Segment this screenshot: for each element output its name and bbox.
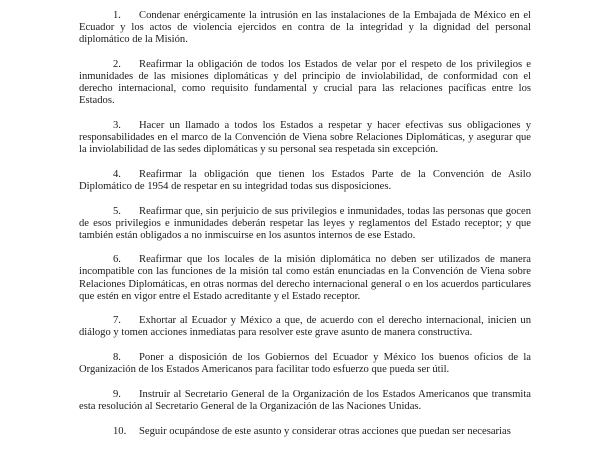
paragraph-number: 1. [113, 10, 121, 21]
paragraph-6 [79, 254, 531, 302]
paragraph-number: 4. [113, 168, 121, 180]
paragraph-text: Condenar enérgicamente la intrusión en las instalaciones de la Embajada de México en el Ecuador y los actos de violencia ejercidos en contra de la integridad y la dignidad del personal diplomático de la Misión. [79, 10, 531, 46]
paragraph-number: 6. [113, 254, 121, 266]
paragraph-text: Instruir al Secretario General de la Organización de los Estados Americanos que transmita esta resolución al Secretario General de la Organización de las Naciones Unidas. [79, 388, 531, 412]
document-page [79, 10, 531, 438]
paragraph-text: Exhortar al Ecuador y México a que, de acuerdo con el derecho internacional, inicien un diálogo y tomen acciones inmediatas para resolver este grave asunto de manera constructiva. [79, 315, 531, 339]
paragraph-number: 3. [113, 119, 121, 131]
paragraph-number: 10. [113, 425, 127, 437]
paragraph-text: Hacer un llamado a todos los Estados a respetar y hacer efectivas sus obligaciones y responsabilidades en el marco de la Convención de Viena sobre Relaciones Diplomáticas, y asegurar que la inviolabilidad de las sedes diplomáticas y su personal sea respetada sin excepción. [79, 119, 531, 156]
paragraph-text: Seguir ocupándose de este asunto y considerar otras acciones que puedan ser necesarias [139, 425, 511, 437]
paragraph-2 [79, 59, 531, 107]
paragraph-text: Reafirmar que, sin perjuicio de sus privilegios e inmunidades, todas las personas que gocen de esos privilegios e inmunidades deberán respetar las leyes y reglamentos del Estado receptor; y que también están obligados a no inmiscuirse en los asuntos internos de ese Estado. [79, 205, 531, 241]
paragraph-9 [79, 389, 531, 413]
paragraph-number: 9. [113, 388, 121, 400]
paragraph-text: Reafirmar la obligación de todos los Estados de velar por el respeto de los privilegios e inmunidades de las misiones diplomáticas y del principio de inviolabilidad, de conformidad con el derecho internacional, como requisito fundamental y crucial para las relaciones pacíficas entre los Estados. [79, 58, 531, 107]
paragraph-number: 5. [113, 205, 121, 217]
paragraph-text: Poner a disposición de los Gobiernos del Ecuador y México los buenos oficios de la Organización de los Estados Americanos para facilitar todo esfuerzo que pueda ser útil. [79, 352, 531, 376]
paragraph-4 [79, 169, 531, 193]
paragraph-text: Reafirmar la obligación que tienen los Estados Parte de la Convención de Asilo Diplomático de 1954 de respetar en su integridad todas sus disposiciones. [79, 168, 531, 192]
paragraph-1 [79, 10, 531, 46]
paragraph-5 [79, 206, 531, 242]
paragraph-10 [79, 426, 531, 438]
paragraph-number: 7. [113, 315, 121, 327]
paragraph-3 [79, 120, 531, 156]
paragraph-8 [79, 352, 531, 376]
paragraph-7 [79, 315, 531, 339]
paragraph-number: 2. [113, 58, 121, 70]
paragraph-text: Reafirmar que los locales de la misión diplomática no deben ser utilizados de manera incompatible con las funciones de la misión tal como están enunciadas en la Convención de Viena sobre Relaciones Diplomáticas, en otras normas del derecho internacional general o en los acuerdos particulares que estén en vigor entre el Estado acreditante y el Estado receptor. [79, 254, 531, 302]
paragraph-number: 8. [113, 352, 121, 364]
